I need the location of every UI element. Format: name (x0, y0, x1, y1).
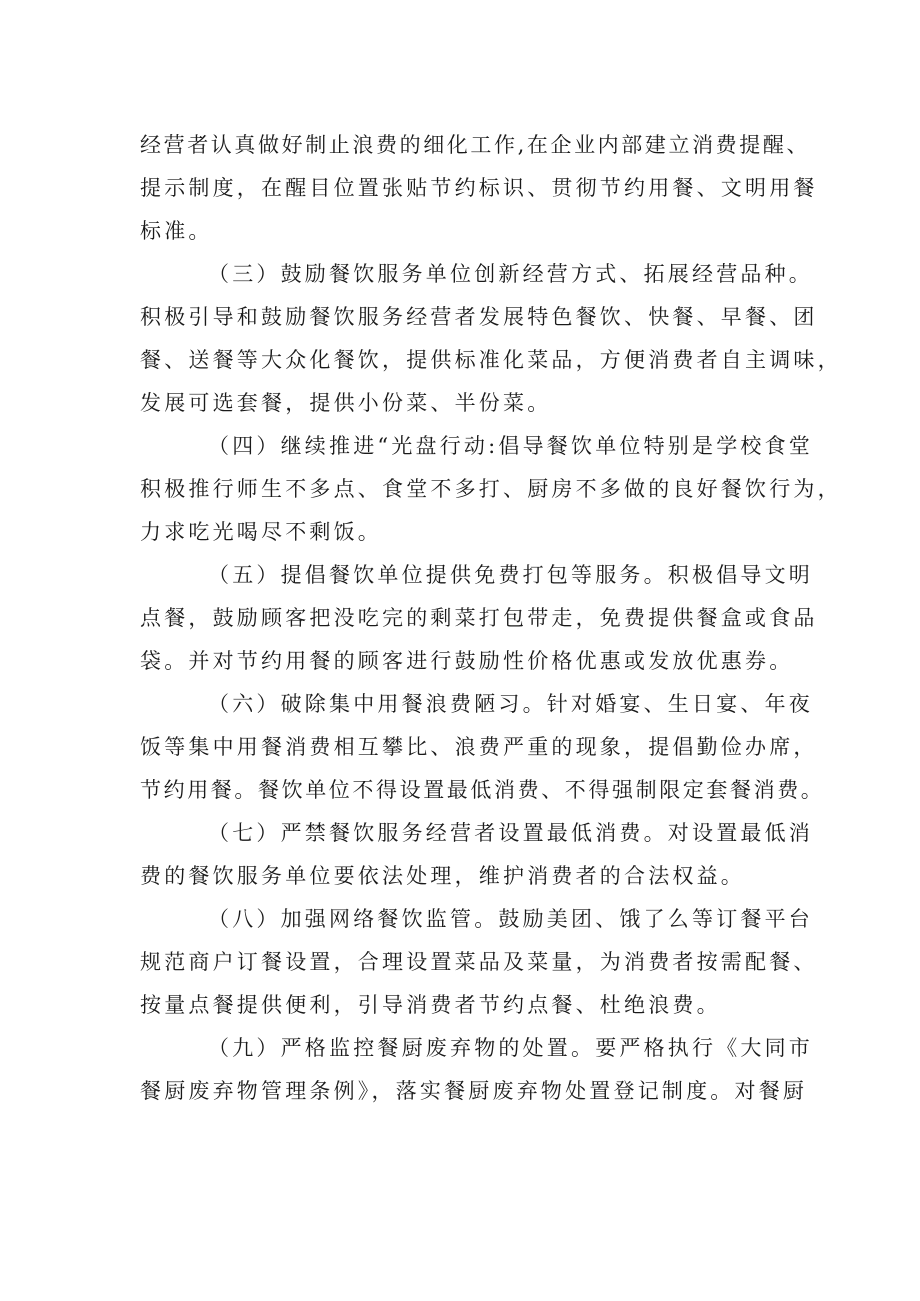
text-line-23: 餐厨废弃物管理条例》，落实餐厨废弃物处置登记制度。对餐厨 (140, 1079, 808, 1103)
text-line-21: 按量点餐提供便利，引导消费者节约点餐、杜绝浪费。 (140, 993, 721, 1017)
text-line-9: 积极推行师生不多点、食堂不多打、厨房不多做的良好餐饮行为， (140, 477, 842, 501)
paragraph-7-heading: （七）严禁餐饮服务经营者设置最低消费。对设置最低消 (208, 821, 813, 845)
text-line-3: 标准。 (140, 219, 213, 243)
text-line-15: 饭等集中用餐消费相互攀比、浪费严重的现象，提倡勤俭办席， (140, 735, 818, 759)
paragraph-9-heading: （九）严格监控餐厨废弃物的处置。要严格执行《大同市 (208, 1036, 813, 1060)
text-line-13: 袋。并对节约用餐的顾客进行鼓励性价格优惠或发放优惠券。 (140, 649, 794, 673)
text-line-16: 节约用餐。餐饮单位不得设置最低消费、不得强制限定套餐消费。 (140, 778, 825, 802)
text-line-1: 经营者认真做好制止浪费的细化工作,在企业内部建立消费提醒、 (140, 133, 811, 157)
paragraph-4-heading: （四）继续推进“光盘行动:倡导餐饮单位特别是学校食堂 (208, 434, 814, 458)
paragraph-6-heading: （六）破除集中用餐浪费陋习。针对婚宴、生日宴、年夜 (208, 692, 813, 716)
text-line-5: 积极引导和鼓励餐饮服务经营者发展特色餐饮、快餐、早餐、团 (140, 305, 818, 329)
text-line-6: 餐、送餐等大众化餐饮，提供标准化菜品，方便消费者自主调味， (140, 348, 842, 372)
text-line-2: 提示制度，在醒目位置张贴节约标识、贯彻节约用餐、文明用餐 (140, 176, 818, 200)
text-line-18: 费的餐饮服务单位要依法处理，维护消费者的合法权益。 (140, 864, 745, 888)
paragraph-8-heading: （八）加强网络餐饮监管。鼓励美团、饿了么等订餐平台 (208, 907, 813, 931)
text-line-20: 规范商户订餐设置，合理设置菜品及菜量，为消费者按需配餐、 (140, 950, 818, 974)
paragraph-5-heading: （五）提倡餐饮单位提供免费打包等服务。积极倡导文明 (208, 563, 813, 587)
text-line-10: 力求吃光喝尽不剩饭。 (140, 520, 382, 544)
text-line-7: 发展可选套餐，提供小份菜、半份菜。 (140, 391, 552, 415)
text-line-12: 点餐，鼓励顾客把没吃完的剩菜打包带走，免费提供餐盒或食品 (140, 606, 818, 630)
paragraph-3-heading: （三）鼓励餐饮服务单位创新经营方式、拓展经营品种。 (208, 262, 813, 286)
